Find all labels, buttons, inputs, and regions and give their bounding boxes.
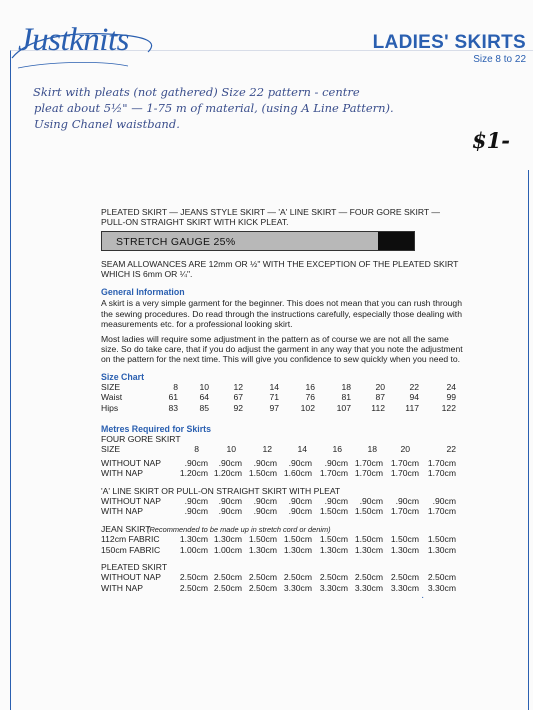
paragraph-line: on the pattern for the next time. This will give you confidence to sew quickly when you need to.: [101, 354, 461, 365]
row-label: Waist: [101, 392, 123, 403]
section-title: [101, 524, 457, 534]
table-cell: 83: [168, 402, 178, 413]
section-title-text: PLEATED SKIRT: [101, 561, 168, 572]
table-cell: 1.20cm: [213, 468, 242, 479]
table-cell: 2.50cm: [248, 582, 277, 593]
table-cell: 1.30cm: [319, 544, 348, 555]
stretch-gauge: [101, 231, 415, 251]
border-line: [10, 50, 533, 710]
table-header-row: [101, 444, 457, 454]
table-cell: .90cm: [218, 457, 242, 468]
table-cell: 3.30cm: [354, 582, 383, 593]
table-cell: .90cm: [324, 457, 348, 468]
table-cell: 1.30cm: [427, 544, 456, 555]
brand-logo: Justknits: [18, 22, 129, 58]
table-cell: 1.30cm: [213, 534, 242, 545]
paragraph-line: A skirt is a very simple garment for the beginner. This does not mean that you can rush through: [101, 298, 462, 309]
section-heading: General Information: [101, 287, 185, 297]
row-label: WITHOUT NAP: [101, 495, 161, 506]
table-cell: 1.30cm: [283, 544, 312, 555]
table-cell: 76: [305, 392, 315, 403]
border-line-right: [528, 170, 529, 710]
table-cell: 92: [233, 402, 243, 413]
table-cell: 1.20cm: [179, 468, 208, 479]
table-cell: 1.70cm: [319, 468, 348, 479]
seam-allowance-note: [101, 259, 467, 280]
table-cell: .90cm: [184, 495, 208, 506]
table-cell: 2.50cm: [213, 572, 242, 583]
skirt-styles: [101, 207, 466, 228]
table-cell: .90cm: [324, 495, 348, 506]
table-row: [101, 496, 457, 506]
table-cell: 1.50cm: [354, 534, 383, 545]
header-cell: 20: [400, 444, 410, 455]
page-title: LADIES' SKIRTS: [372, 32, 526, 53]
table-cell: 1.00cm: [213, 544, 242, 555]
table-cell: .90cm: [288, 495, 312, 506]
table-row: [101, 534, 457, 544]
table-cell: 64: [199, 392, 209, 403]
table-cell: 8: [173, 382, 178, 392]
table-cell: 2.50cm: [319, 572, 348, 583]
table-cell: .90cm: [184, 506, 208, 517]
paragraph-line: measurements etc. for a professional looking skirt.: [101, 319, 293, 330]
table-cell: 1.50cm: [319, 534, 348, 545]
section-title-text: FOUR GORE SKIRT: [101, 434, 181, 444]
general-paragraph-2: [101, 334, 467, 365]
general-paragraph-1: [101, 298, 467, 329]
header-cell: 12: [262, 444, 272, 455]
table-cell: 1.00cm: [179, 544, 208, 555]
table-cell: 14: [269, 382, 279, 392]
header-cell: 16: [332, 444, 342, 455]
table-cell: .90cm: [218, 495, 242, 506]
section-title-text: JEAN SKIRT: [101, 523, 151, 534]
table-cell: 1.50cm: [248, 468, 277, 479]
row-label: WITH NAP: [101, 468, 144, 479]
table-row: [101, 468, 457, 478]
table-cell: 3.30cm: [390, 582, 419, 593]
table-cell: .90cm: [253, 457, 277, 468]
table-cell: 2.50cm: [213, 582, 242, 593]
table-cell: 20: [375, 382, 385, 392]
table-cell: 10: [199, 382, 209, 392]
header-cell: 8: [194, 444, 199, 455]
table-cell: .90cm: [395, 495, 419, 506]
table-cell: 2.50cm: [354, 572, 383, 583]
table-cell: 81: [341, 392, 351, 403]
spacer: [101, 555, 457, 562]
table-cell: 67: [233, 392, 243, 403]
table-cell: 85: [199, 402, 209, 413]
table-cell: 24: [446, 382, 456, 392]
table-cell: 1.50cm: [248, 534, 277, 545]
spacer: [101, 593, 457, 600]
table-cell: .90cm: [184, 457, 208, 468]
table-cell: 2.50cm: [248, 572, 277, 583]
table-cell: 3.30cm: [427, 582, 456, 593]
table-cell: 22: [409, 382, 419, 392]
table-cell: 61: [168, 392, 178, 403]
handwritten-note-line-3: Using Chanel waistband.: [34, 117, 180, 131]
handwritten-note-line-2: pleat about 5½" — 1-75 m of material, (using A Line Pattern).: [34, 101, 394, 115]
header-cell: 14: [297, 444, 307, 455]
row-label: WITH NAP: [101, 506, 144, 517]
table-cell: 1.60cm: [283, 468, 312, 479]
paragraph-line: Most ladies will require some adjustment in the pattern as of course we are not all the same: [101, 333, 449, 344]
row-label: SIZE: [101, 382, 121, 392]
table-row: [101, 583, 457, 593]
stretch-gauge-label: STRETCH GAUGE 25%: [116, 236, 236, 248]
table-cell: .90cm: [432, 495, 456, 506]
table-cell: 1.70cm: [427, 468, 456, 479]
table-cell: 102: [300, 402, 315, 413]
table-cell: 2.50cm: [179, 572, 208, 583]
page-subtitle: Size 8 to 22: [473, 54, 526, 65]
section-title-text: 'A' LINE SKIRT OR PULL-ON STRAIGHT SKIRT WITH PLEAT: [101, 485, 341, 496]
row-label: Hips: [101, 402, 119, 413]
table-cell: 97: [269, 402, 279, 413]
paragraph-line: size. So do take care, that if you do adjust the garment in any way that you note the adjustment: [101, 344, 463, 355]
section-title: [101, 486, 457, 496]
table-cell: 3.30cm: [319, 582, 348, 593]
table-cell: .90cm: [218, 506, 242, 517]
table-cell: 99: [446, 392, 456, 403]
table-row: [101, 403, 457, 413]
table-cell: 1.70cm: [427, 457, 456, 468]
spacer: [101, 517, 457, 524]
table-cell: 1.30cm: [179, 534, 208, 545]
table-cell: .90cm: [288, 506, 312, 517]
table-row: [101, 382, 457, 392]
table-cell: 2.50cm: [283, 572, 312, 583]
section-note: (Recommended to be made up in stretch cord or denim): [147, 524, 331, 534]
header-cell: 10: [226, 444, 236, 455]
table-cell: .90cm: [253, 495, 277, 506]
table-cell: 122: [441, 402, 456, 413]
table-cell: 1.70cm: [354, 457, 383, 468]
paragraph-line: the sewing procedures. Do read through the instructions carefully, especially those dealing with: [101, 308, 462, 319]
table-cell: 1.70cm: [390, 457, 419, 468]
size-chart-table: [101, 382, 457, 413]
table-cell: 1.30cm: [354, 544, 383, 555]
table-cell: 1.50cm: [283, 534, 312, 545]
table-cell: 2.50cm: [390, 572, 419, 583]
table-cell: 1.70cm: [354, 468, 383, 479]
table-cell: 1.70cm: [427, 506, 456, 517]
seam-line: SEAM ALLOWANCES ARE 12mm OR ½" WITH THE EXCEPTION OF THE PLEATED SKIRT: [101, 259, 459, 269]
table-cell: 1.70cm: [390, 468, 419, 479]
header-label: SIZE: [101, 444, 121, 455]
row-label: WITH NAP: [101, 582, 144, 593]
table-cell: 94: [409, 392, 419, 403]
section-note-wrap: [147, 524, 331, 534]
spacer: [101, 479, 457, 486]
section-title: [101, 434, 457, 444]
header-cell: 18: [367, 444, 377, 455]
table-cell: 71: [269, 392, 279, 403]
table-cell: 1.30cm: [390, 544, 419, 555]
stretch-gauge-fill: [378, 232, 414, 250]
row-label: 112cm FABRIC: [101, 534, 160, 545]
table-cell: 18: [341, 382, 351, 392]
header-cell: 22: [446, 444, 456, 455]
row-label: 150cm FABRIC: [101, 544, 161, 555]
metres-table: [101, 434, 457, 600]
table-row: [101, 392, 457, 402]
handwritten-price: $1-: [472, 128, 510, 153]
table-cell: 1.50cm: [390, 534, 419, 545]
table-cell: 1.70cm: [390, 506, 419, 517]
table-cell: 3.30cm: [283, 582, 312, 593]
general-information: [101, 287, 467, 365]
skirt-styles-line: PLEATED SKIRT — JEANS STYLE SKIRT — 'A' LINE SKIRT — FOUR GORE SKIRT —: [101, 207, 441, 217]
size-chart-heading: Size Chart: [101, 372, 145, 382]
table-cell: 2.50cm: [427, 572, 456, 583]
table-cell: 1.30cm: [248, 544, 277, 555]
table-row: [101, 506, 457, 516]
table-cell: 107: [336, 402, 351, 413]
table-cell: .90cm: [288, 457, 312, 468]
handwritten-note-line-1: Skirt with pleats (not gathered) Size 22 pattern - centre: [33, 85, 360, 99]
table-row: [101, 458, 457, 468]
section-title: [101, 562, 457, 572]
mark-dot: ·: [421, 592, 425, 603]
table-cell: .90cm: [359, 495, 383, 506]
table-row: [101, 572, 457, 582]
table-cell: 112: [371, 402, 385, 413]
seam-line: WHICH IS 6mm OR ¼".: [101, 269, 193, 280]
table-cell: 12: [233, 382, 243, 392]
table-cell: 16: [305, 382, 315, 392]
table-cell: 1.50cm: [354, 506, 383, 517]
table-cell: 1.50cm: [319, 506, 348, 517]
metres-heading: Metres Required for Skirts: [101, 424, 211, 434]
table-cell: 87: [375, 392, 385, 403]
table-cell: 2.50cm: [179, 582, 208, 593]
row-label: WITHOUT NAP: [101, 457, 161, 468]
table-row: [101, 545, 457, 555]
table-cell: .90cm: [253, 506, 277, 517]
table-cell: 1.50cm: [427, 534, 456, 545]
skirt-styles-line: PULL-ON STRAIGHT SKIRT WITH KICK PLEAT.: [101, 217, 289, 228]
table-cell: 117: [405, 402, 419, 413]
row-label: WITHOUT NAP: [101, 572, 161, 583]
